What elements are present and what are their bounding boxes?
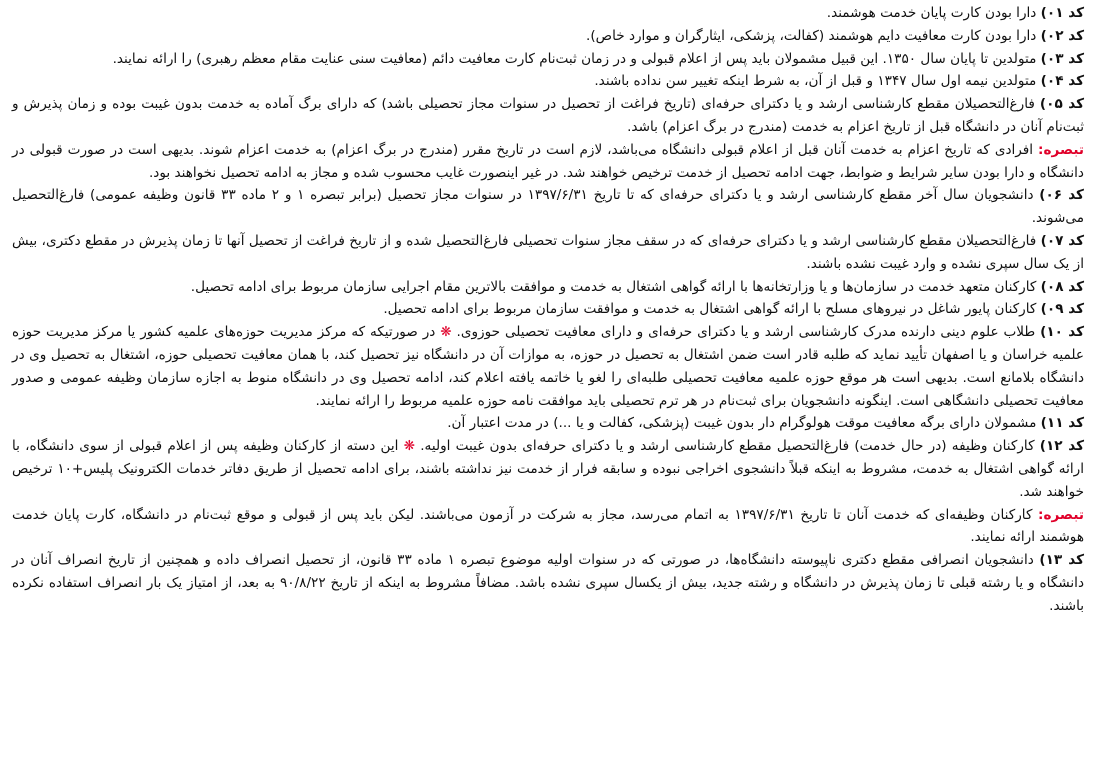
code-label: کد ۱۰) — [1040, 324, 1084, 341]
item-text: فارغ‌التحصیلان مقطع کارشناسی ارشد و یا دکترای حرفه‌ای که در سقف مجاز سنوات تحصیلی فارغ‌التحصیل شده و از تاریخ فراغت از تحصیل آنها تا زمان پذیرش در مقطع دکتری، بیش از یک سال سپری نشده و وارد غیبت نشده باشند. — [12, 232, 1084, 272]
code-label: کد ۰۶) — [1039, 187, 1084, 204]
code-label: کد ۰۸) — [1040, 278, 1084, 295]
item-text-continued: این دسته از کارکنان وظیفه پس از اعلام قبولی از سوی دانشگاه، با ارائه گواهی اشتغال به خدمت، مشروط به اینکه قبلاً دانشجوی اخراجی نبوده و سابقه فرار از خدمت نیز نداشته باشند، برای ادامه تحصیل از طریق دفاتر خدمات الکترونیک پلیس+۱۰ ترخیص خواهند شد. — [12, 438, 1084, 500]
code-07-item — [12, 230, 1084, 276]
code-01-item — [12, 2, 1084, 25]
asterisk-icon: ❋ — [440, 324, 452, 341]
item-text: متولدین نیمه اول سال ۱۳۴۷ و قبل از آن، به شرط اینکه تغییر سن نداده باشند. — [594, 73, 1041, 90]
code-label: کد ۱۱) — [1040, 415, 1084, 432]
code-08-item — [12, 276, 1084, 299]
note-label: تبصره: — [1038, 506, 1084, 523]
code-06-item — [12, 184, 1084, 230]
code-02-item — [12, 25, 1084, 48]
code-09-item — [12, 298, 1084, 321]
note-label: تبصره: — [1038, 141, 1084, 158]
note-item — [12, 504, 1084, 550]
item-text: طلاب علوم دینی دارنده مدرک کارشناسی ارشد و یا دکترای حرفه‌ای و دارای معافیت تحصیلی حوزوی. — [456, 324, 1041, 341]
code-04-item — [12, 70, 1084, 93]
code-label: کد ۰۵) — [1039, 96, 1084, 113]
code-label: کد ۱۳) — [1039, 552, 1085, 569]
code-label: کد ۰۲) — [1040, 27, 1084, 44]
code-label: کد ۱۲) — [1039, 438, 1084, 455]
item-text-continued: در صورتیکه که مرکز مدیریت حوزه‌های علمیه کشور یا مرکز مدیریت حوزه علمیه خراسان و یا اصفهان تأیید نماید که طلبه قادر است ضمن اشتغال به تحصیل در حوزه، به موازات آن در دانشگاه نیز تحصیل کند، با همان معافیت تحصیلی حوزه، اشتغال به تحصیل وی در دانشگاه بلامانع است. بدیهی است هر موقع حوزه علمیه معافیت تحصیلی طلبه‌ای را لغو یا خاتمه یافته اعلام کند، ادامه تحصیل وی در دانشگاه منوط به اجازه سازمان وظیفه عمومی و صدور معافیت تحصیلی دانشگاهی است. اینگونه دانشجویان برای ثبت‌نام در هر ترم تحصیلی باید موافقت نامه حوزه علمیه مربوط را ارائه نمایند. — [12, 324, 1084, 409]
code-05-item — [12, 93, 1084, 139]
item-text: افرادی که تاریخ اعزام به خدمت آنان قبل از اعلام قبولی دانشگاه می‌باشد، لازم است در تاریخ مقرر (مندرج در برگ اعزام) به خدمت اعزام شوند. بدیهی است در صورت قبولی در دانشگاه و دارا بودن سایر شرایط و ضوابط، جهت ادامه تحصیل از خدمت ترخیص خواهند شد. در غیر اینصورت غایب محسوب شده و مجاز به ادامه تحصیل نخواهند بود. — [12, 141, 1084, 181]
item-text: فارغ‌التحصیلان مقطع کارشناسی ارشد و یا دکترای حرفه‌ای (تاریخ فراغت از تحصیل در سنوات مجاز تحصیلی باشد) که دارای برگ آماده به خدمت بدون غیبت بوده و زمان پذیرش و ثبت‌نام آنان در دانشگاه قبل از تاریخ اعزام به خدمت (مندرج در برگ اعزام) باشد. — [12, 96, 1084, 135]
code-label: کد ۰۱) — [1040, 5, 1084, 21]
code-label: کد ۰۴) — [1040, 73, 1084, 90]
code-label: کد ۰۷) — [1040, 232, 1084, 249]
item-text: دانشجویان انصرافی مقطع دکتری ناپیوسته دانشگاه‌ها، در صورتی که در سنوات اولیه موضوع تبصره ۱ ماده ۳۳ قانون، از تحصیل انصراف داده و همچنین از تاریخ انصراف آنان در دانشگاه و یا رشته قبلی تا زمان پذیرش در دانشگاه و رشته جدید، بیش از یکسال سپری نشده باشد. مضافاً مشروط به اینکه از تاریخ ۹۰/۸/۲۲ به بعد، از امتیاز یک بار انصراف استفاده نکرده باشند. — [12, 552, 1084, 614]
asterisk-icon: ❋ — [403, 438, 416, 455]
code-10-item — [12, 321, 1084, 412]
code-label: کد ۰۳) — [1040, 50, 1084, 67]
item-text: دانشجویان سال آخر مقطع کارشناسی ارشد و یا دکترای حرفه‌ای که تا تاریخ ۱۳۹۷/۶/۳۱ در سنوات مجاز تحصیل (برابر تبصره ۱ و ۲ ماده ۳۳ قانون وظیفه عمومی) فارغ‌التحصیل می‌شوند. — [12, 187, 1084, 227]
item-text: کارکنان وظیفه (در حال خدمت) فارغ‌التحصیل مقطع کارشناسی ارشد و یا دکترای حرفه‌ای بدون غیبت اولیه. — [420, 438, 1040, 455]
item-text: دارا بودن کارت پایان خدمت هوشمند. — [826, 5, 1041, 21]
item-text: کارکنان پایور شاغل در نیروهای مسلح با ارائه گواهی اشتغال به خدمت و موافقت سازمان مربوط برای ادامه تحصیل. — [383, 301, 1041, 318]
note-item — [12, 139, 1084, 185]
code-03-item — [12, 48, 1084, 71]
item-text: کارکنان متعهد خدمت در سازمان‌ها و یا وزارتخانه‌ها با ارائه گواهی اشتغال به خدمت و موافقت بالاترین مقام اجرایی سازمان مربوط برای ادامه تحصیل. — [190, 278, 1041, 295]
item-text: کارکنان وظیفه‌ای که خدمت آنان تا تاریخ ۱۳۹۷/۶/۳۱ به اتمام می‌رسد، مجاز به شرکت در آزمون می‌باشند. لیکن باید پس از قبولی و موقع ثبت‌نام در دانشگاه، کارت پایان خدمت هوشمند ارائه نمایند. — [12, 506, 1084, 546]
code-11-item — [12, 412, 1084, 435]
code-13-item — [12, 549, 1084, 617]
item-text: متولدین تا پایان سال ۱۳۵۰. این قبیل مشمولان باید پس از اعلام قبولی و در زمان ثبت‌نام کارت معافیت دائم (معافیت سنی عنایت مقام معظم رهبری) را ارائه نمایند. — [112, 50, 1041, 67]
code-label: کد ۰۹) — [1040, 301, 1084, 318]
item-text: مشمولان دارای برگه معافیت موقت هولوگرام دار بدون غیبت (پزشکی، کفالت و یا ...) در مدت اعتبار آن. — [447, 415, 1041, 432]
item-text: دارا بودن کارت معافیت دایم هوشمند (کفالت، پزشکی، ایثارگران و موارد خاص). — [586, 27, 1041, 44]
code-12-item — [12, 435, 1084, 503]
